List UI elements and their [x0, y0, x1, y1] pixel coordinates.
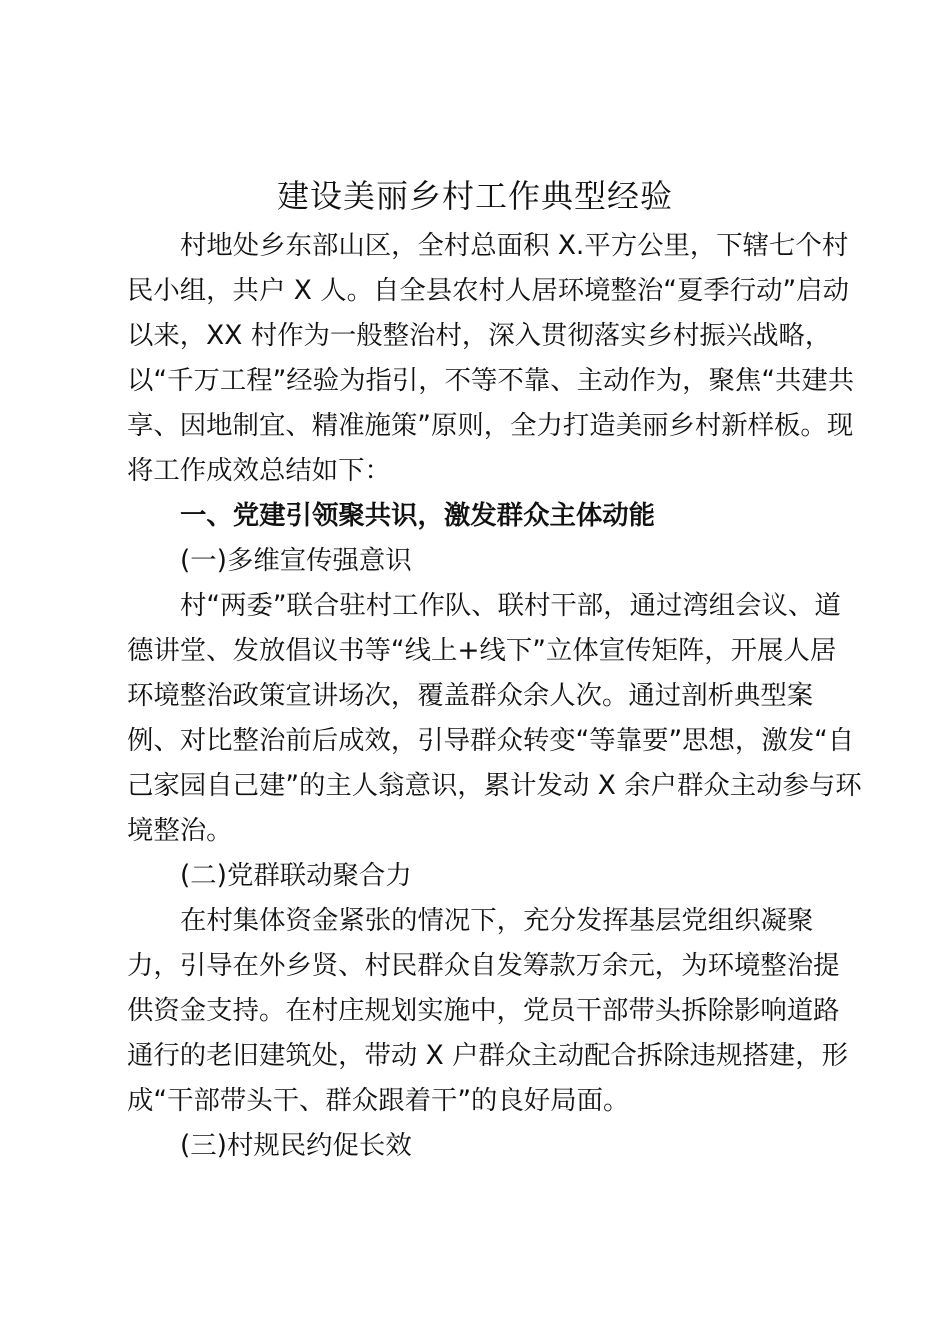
body-line: 例、对比整治前后成效，引导群众转变“等靠要”思想，激发“自 — [127, 725, 855, 756]
section-heading: 一、党建引领聚共识，激发群众主体动能 — [180, 500, 656, 531]
body-line: 以“千万工程”经验为指引，不等不靠、主动作为，聚焦“共建共 — [127, 365, 855, 396]
body-line: 在村集体资金紧张的情况下，充分发挥基层党组织凝聚 — [180, 905, 814, 936]
body-line: 境整治。 — [127, 815, 233, 846]
body-line: 德讲堂、发放倡议书等“线上+线下”立体宣传矩阵，开展人居 — [127, 635, 837, 666]
subsection-heading: (二)党群联动聚合力 — [180, 860, 412, 891]
subsection-heading: (一)多维宣传强意识 — [180, 545, 412, 576]
body-line: 将工作成效总结如下： — [127, 455, 391, 486]
body-line: 供资金支持。在村庄规划实施中，党员干部带头拆除影响道路 — [127, 995, 840, 1026]
body-line: 享、因地制宜、精准施策”原则，全力打造美丽乡村新样板。现 — [127, 410, 854, 441]
body-line: 村地处乡东部山区，全村总面积 X.平方公里，下辖七个村 — [180, 230, 849, 261]
body-line: 村“两委”联合驻村工作队、联村干部，通过湾组会议、道 — [180, 590, 841, 621]
body-line: 力，引导在外乡贤、村民群众自发筹款万余元，为环境整治提 — [127, 950, 840, 981]
body-line: 己家园自己建”的主人翁意识，累计发动 X 余户群众主动参与环 — [127, 770, 862, 801]
body-line: 环境整治政策宣讲场次，覆盖群众余人次。通过剖析典型案 — [127, 680, 814, 711]
body-line: 通行的老旧建筑处，带动 X 户群众主动配合拆除违规搭建，形 — [127, 1040, 849, 1071]
body-line: 成“干部带头干、群众跟着干”的良好局面。 — [127, 1085, 630, 1116]
subsection-heading: (三)村规民约促长效 — [180, 1130, 412, 1161]
body-line: 以来，XX 村作为一般整治村，深入贯彻落实乡村振兴战略， — [127, 320, 832, 351]
document-title: 建设美丽乡村工作典型经验 — [276, 177, 673, 215]
body-line: 民小组，共户 X 人。自全县农村人居环境整治“夏季行动”启动 — [127, 275, 849, 306]
